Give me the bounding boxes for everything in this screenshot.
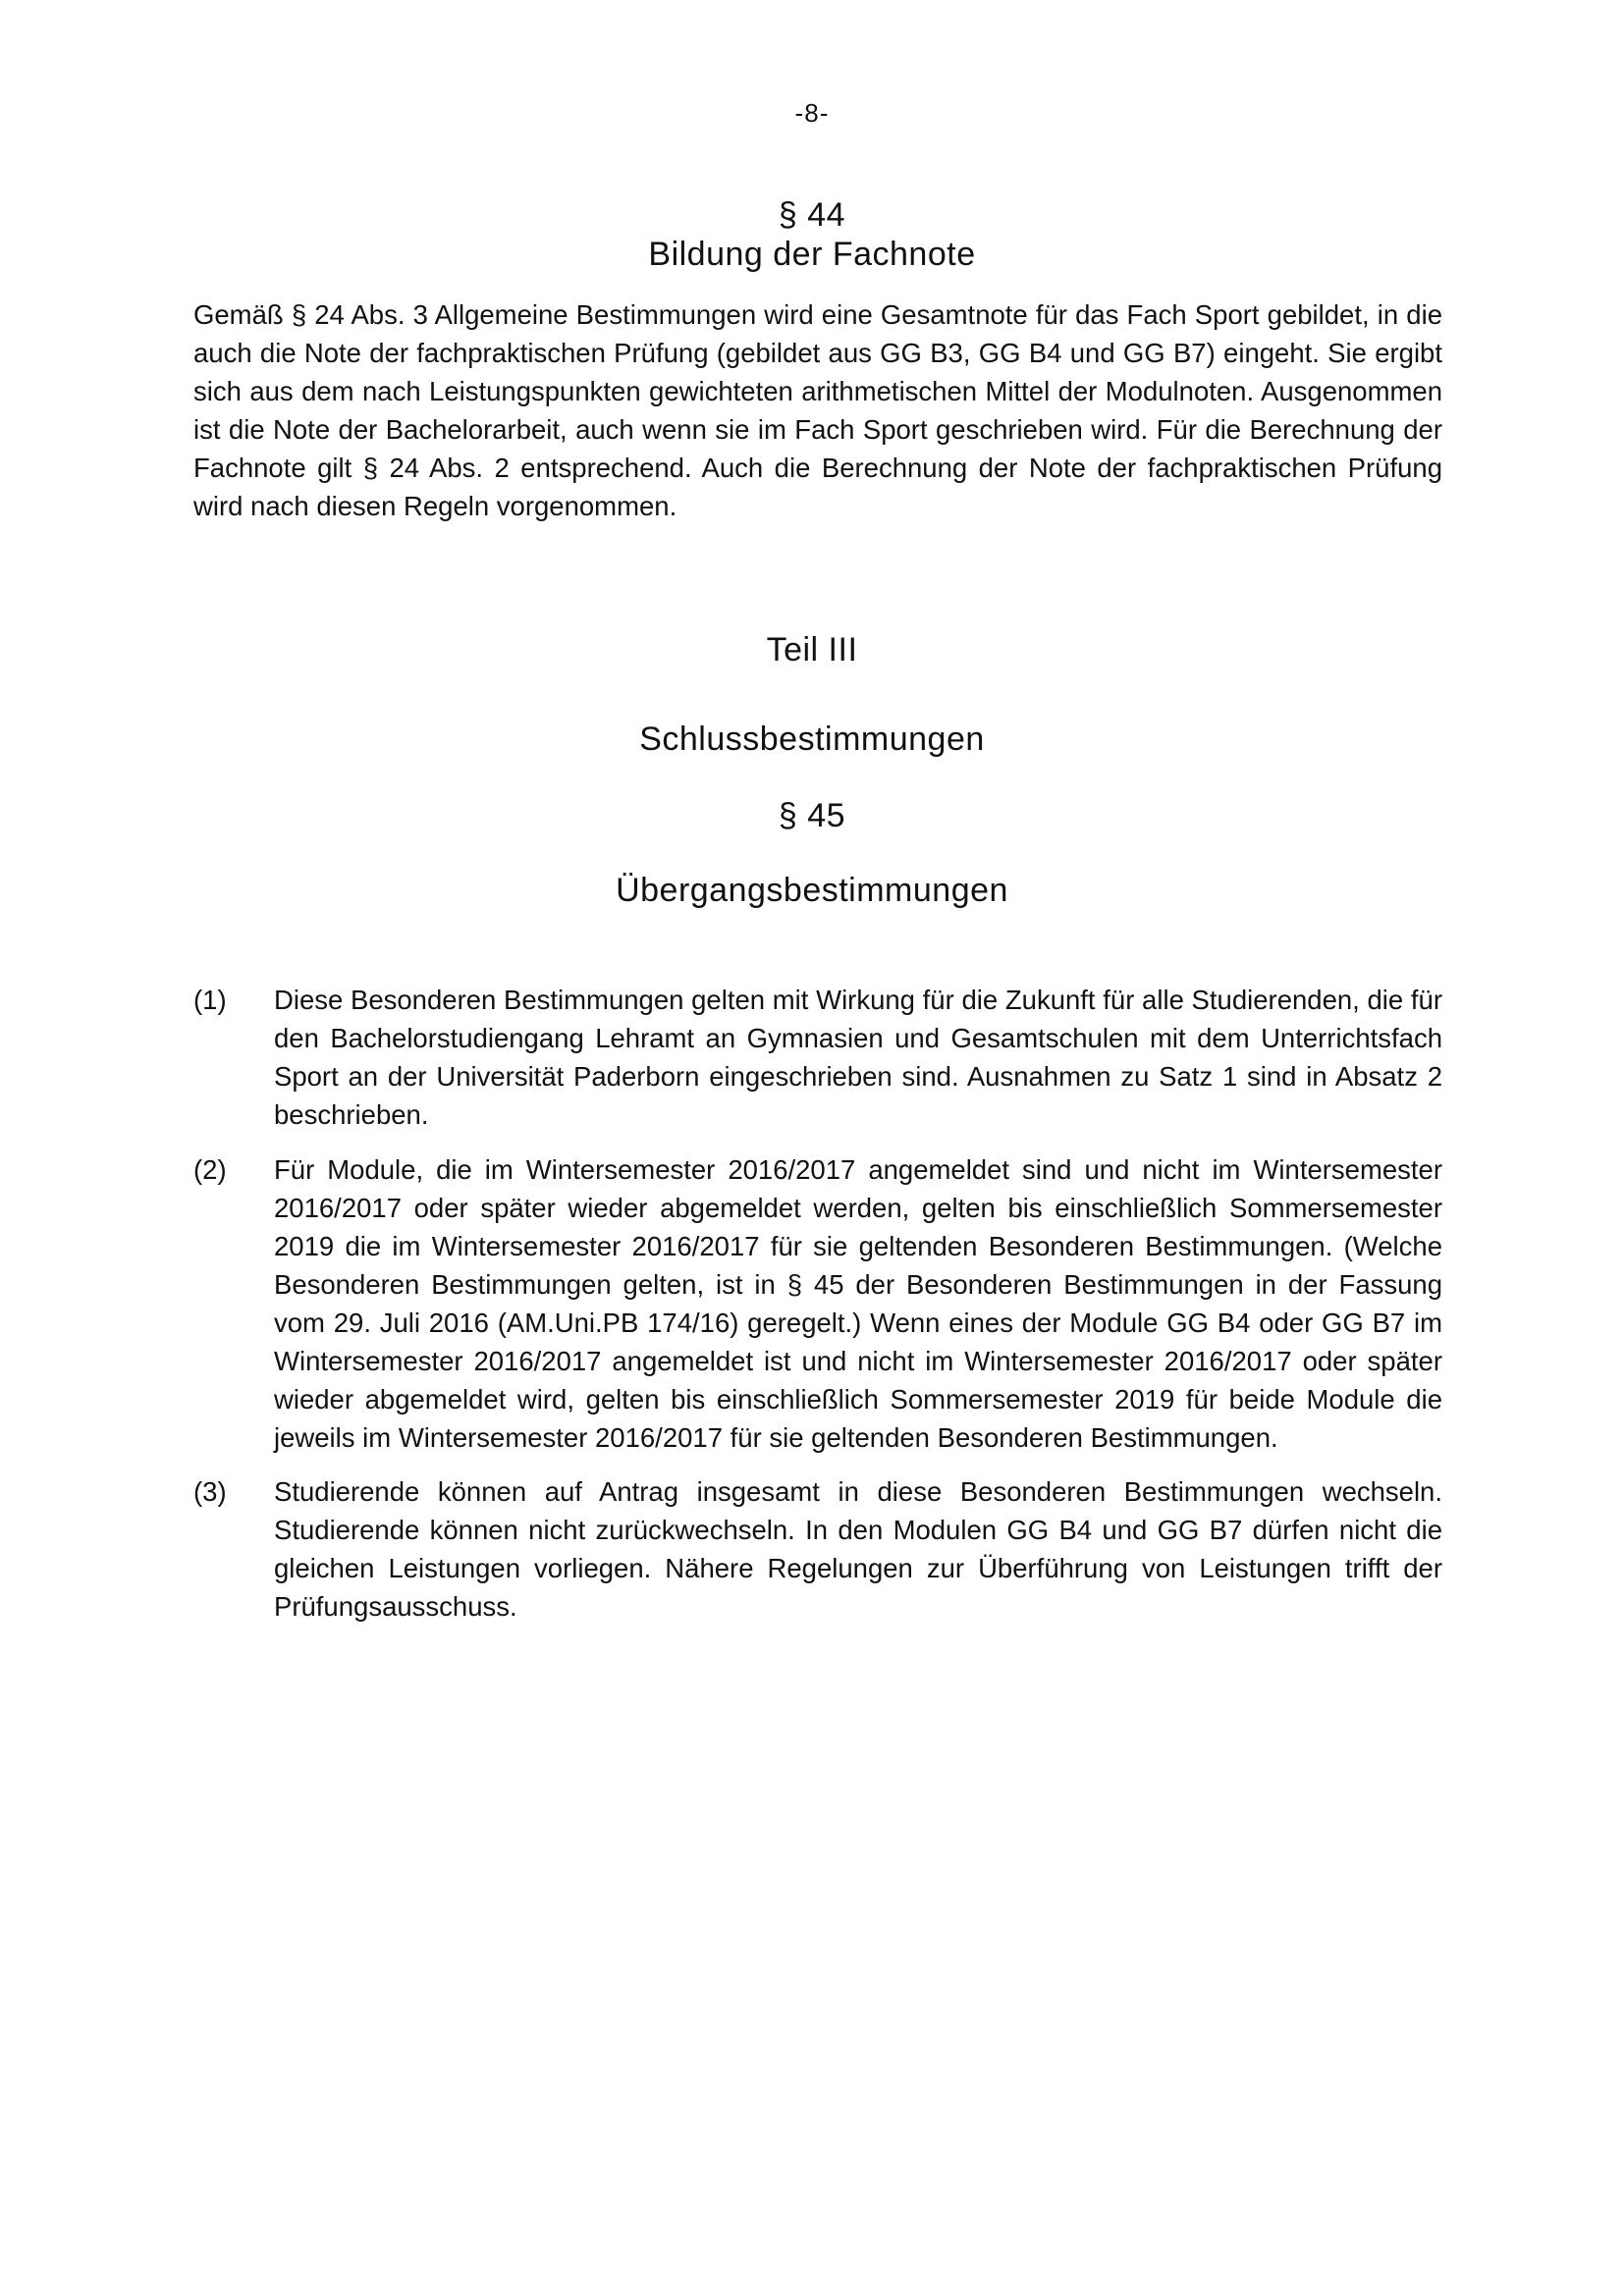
paragraph-3-text: Studierende können auf Antrag insgesamt in diese Besonderen Bestimmungen wechseln. Studierende können nicht zurückwechseln. In den Modulen GG B4 und GG B7 dürfen nicht die gleichen Leistungen vorliegen. Nähere Regelungen zur Überführung von Leistungen trifft der Prüfungsausschuss. [274,1476,1442,1622]
paragraph-3-number: (3) [193,1476,227,1507]
paragraph-2 [193,1150,1442,1457]
paragraph-3 [193,1472,1442,1626]
section-44-body: Gemäß § 24 Abs. 3 Allgemeine Bestimmungen wird eine Gesamtnote für das Fach Sport gebildet, in die auch die Note der fachpraktischen Prüfung (gebildet aus GG B3, GG B4 und GG B7) eingeht. Sie ergibt sich aus dem nach Leistungspunkten gewichteten arithmetischen Mittel der Modulnoten. Ausgenommen ist die Note der Bachelorarbeit, auch wenn sie im Fach Sport geschrieben wird. Für die Berechnung der Fachnote gilt § 24 Abs. 2 entsprechend. Auch die Berechnung der Note der fachpraktischen Prüfung wird nach diesen Regeln vorgenommen. [193,299,1442,521]
section-45-number: § 45 [778,797,846,834]
section-44-number: § 44 [778,196,846,234]
section-44-title: Bildung der Fachnote [648,236,976,273]
part-3-subtitle: Schlussbestimmungen [639,721,985,758]
page-number: -8- [794,98,830,128]
paragraph-2-text: Für Module, die im Wintersemester 2016/2017 angemeldet sind und nicht im Wintersemester 2016/2017 oder später wieder abgemeldet werden, gelten bis einschließlich Sommersemester 2019 die im Wintersemester 2016/2017 für sie geltenden Besonderen Bestimmungen. (Welche Besonderen Bestimmungen gelten, ist in § 45 der Besonderen Bestimmungen in der Fassung vom 29. Juli 2016 (AM.Uni.PB 174/16) geregelt.) Wenn eines der Module GG B4 oder GG B7 im Wintersemester 2016/2017 angemeldet ist und nicht im Wintersemester 2016/2017 oder später wieder abgemeldet wird, gelten bis einschließlich Sommersemester 2019 für beide Module die jeweils im Wintersemester 2016/2017 für sie geltenden Besonderen Bestimmungen. [274,1154,1442,1453]
paragraph-2-number: (2) [193,1154,227,1185]
part-3-title: Teil III [766,631,858,668]
paragraph-1 [193,981,1442,1134]
section-45-title: Übergangsbestimmungen [616,872,1008,909]
paragraph-1-number: (1) [193,985,227,1015]
paragraph-1-text: Diese Besonderen Bestimmungen gelten mit Wirkung für die Zukunft für alle Studierenden, die für den Bachelorstudiengang Lehramt an Gymnasien und Gesamtschulen mit dem Unterrichtsfach Sport an der Universität Paderborn eingeschrieben sind. Ausnahmen zu Satz 1 sind in Absatz 2 beschrieben. [274,985,1442,1130]
